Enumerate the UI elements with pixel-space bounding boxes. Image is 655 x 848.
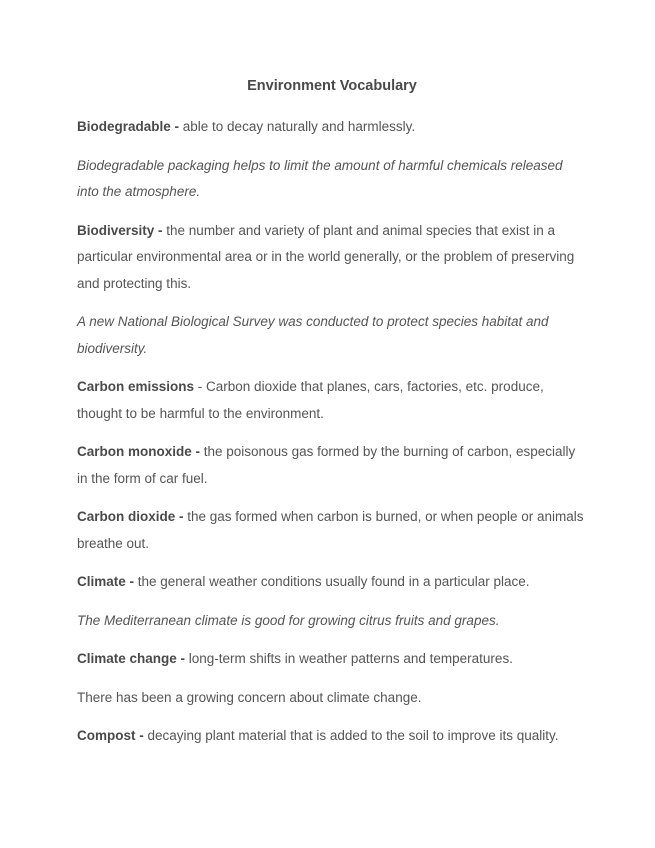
definition-text: decaying plant material that is added to the soil to improve its quality. bbox=[143, 728, 559, 743]
definition-climate bbox=[77, 569, 587, 596]
term: Carbon emissions bbox=[77, 379, 195, 394]
example-sentence: The Mediterranean climate is good for growing citrus fruits and grapes. bbox=[77, 612, 500, 628]
term: Biodiversity - bbox=[77, 222, 163, 238]
definition-text: the gas formed when carbon is burned, or when people or animals breathe out. bbox=[77, 509, 584, 551]
definition-text: the poisonous gas formed by the burning of carbon, especially in the form of car fuel. bbox=[77, 444, 576, 486]
definition-carbon-dioxide bbox=[77, 504, 587, 557]
term: Carbon monoxide - bbox=[77, 444, 201, 459]
definition-carbon-monoxide bbox=[77, 439, 587, 492]
definition-biodiversity bbox=[77, 218, 587, 298]
term: Compost - bbox=[77, 728, 144, 743]
definition-biodegradable bbox=[77, 114, 587, 141]
definition-compost bbox=[77, 723, 587, 750]
definition-text: the number and variety of plant and animal species that exist in a particular environmental area or in the world generally, or the problem of preserving and protecting this. bbox=[77, 222, 575, 291]
term: Climate - bbox=[77, 574, 135, 589]
term: Climate change - bbox=[77, 651, 186, 666]
definition-text: - Carbon dioxide that planes, cars, factories, etc. produce, thought to be harmful to the environment. bbox=[77, 379, 544, 421]
term: Biodegradable - bbox=[77, 119, 180, 134]
example-sentence: Biodegradable packaging helps to limit the amount of harmful chemicals released into the atmosphere. bbox=[77, 157, 563, 199]
definition-text: the general weather conditions usually found in a particular place. bbox=[134, 574, 530, 589]
plain-sentence: There has been a growing concern about climate change. bbox=[77, 689, 422, 705]
definition-climate-change bbox=[77, 646, 587, 673]
definition-text: able to decay naturally and harmlessly. bbox=[179, 119, 416, 134]
definition-text: long-term shifts in weather patterns and temperatures. bbox=[185, 651, 513, 666]
example-sentence: A new National Biological Survey was conducted to protect species habitat and biodiversity. bbox=[77, 314, 549, 356]
definition-carbon-emissions bbox=[77, 374, 587, 427]
term: Carbon dioxide - bbox=[77, 509, 184, 524]
document-title: Environment Vocabulary bbox=[247, 78, 417, 94]
document-page bbox=[77, 76, 587, 762]
